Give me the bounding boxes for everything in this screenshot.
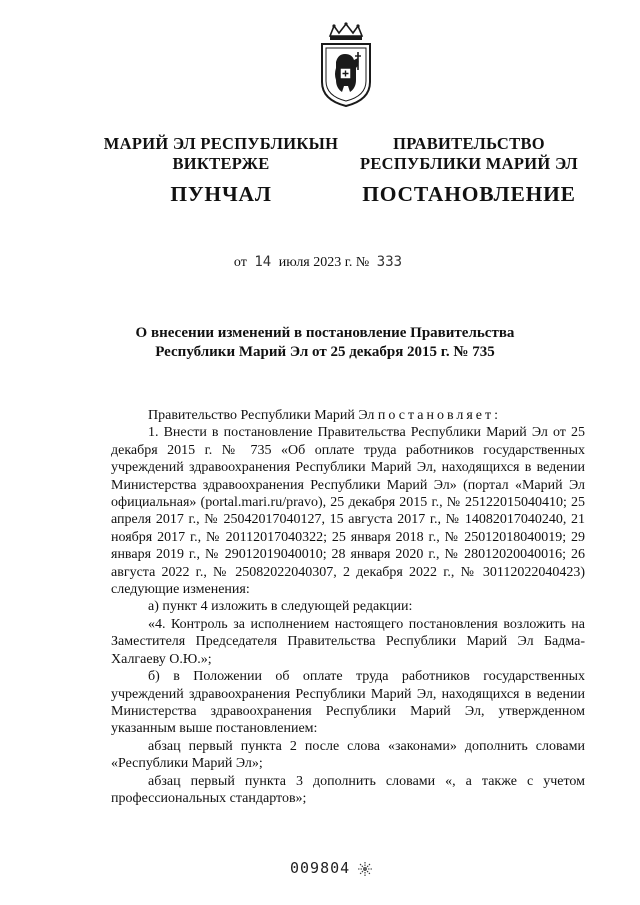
header-right-doc-type: ПОСТАНОВЛЕНИЕ xyxy=(362,182,576,206)
coat-of-arms-emblem-icon xyxy=(318,22,374,108)
asterisk-stamp-icon xyxy=(357,861,373,877)
header-left-block xyxy=(96,134,346,204)
preamble-keyword: постановляет: xyxy=(377,408,502,423)
document-number: 333 xyxy=(376,254,403,270)
paragraph-3: «4. Контроль за исполнением настоящего постановления возложить на Заместителя Председателя Правительства Республики Марий Эл Бадма-Халгаеву О.Ю.»; xyxy=(111,616,585,667)
title-line1: О внесении изменений в постановление Правительства xyxy=(135,325,515,341)
header-right-block xyxy=(356,134,582,204)
date-prefix: от xyxy=(233,255,247,270)
title-line2: Республики Марий Эл от 25 декабря 2015 г. № 735 xyxy=(155,344,495,360)
paragraph-2: а) пункт 4 изложить в следующей редакции: xyxy=(148,599,413,615)
preamble-text: Правительство Республики Марий Эл xyxy=(148,408,375,423)
header-right-line2: РЕСПУБЛИКИ МАРИЙ ЭЛ xyxy=(359,154,578,173)
document-body xyxy=(111,407,585,807)
preamble-paragraph xyxy=(111,407,585,424)
header-left-line2: ВИКТЕРЖЕ xyxy=(172,154,270,173)
paragraph-6: абзац первый пункта 3 дополнить словами «, а также с учетом профессиональных стандартов»; xyxy=(111,773,585,806)
paragraph-5: абзац первый пункта 2 после слова «законами» дополнить словами «Республики Марий Эл»; xyxy=(111,738,585,772)
paragraph-1: 1. Внести в постановление Правительства Республики Марий Эл от 25 декабря 2015 г. № 735 «Об оплате труда работников государственных учреждений здравоохранения Республики Марий Эл, находящихся в ведении Министерства здравоохранения Республики Марий Эл» (портал «Марий Эл официальная» (portal.mari.ru/pravo), 25 декабря 2015 г., № 25122015040410; 25 апреля 2017 г., № 25042017040127, 15 августа 2017 г., № 14082017040240, 21 ноября 2017 г., № 20112017040322; 25 января 2018 г., № 25012018040019; 29 января 2019 г., № 29012019040010; 28 января 2020 г., № 28012020040016; 26 августа 2022 г., № 25082022040307, 2 декабря 2022 г., № 30112022040423) следующие изменения: xyxy=(111,425,585,598)
date-day: 14 xyxy=(254,254,272,270)
date-line xyxy=(0,254,640,271)
paragraph-4: б) в Положении об оплате труда работников государственных учреждений здравоохранения Республики Марий Эл, находящихся в ведении Министерства здравоохранения Республики Марий Эл, утвержденном указанным выше постановлением: xyxy=(111,669,585,737)
date-month-year: июля 2023 г. № xyxy=(278,255,370,270)
header-left-line1: МАРИЙ ЭЛ РЕСПУБЛИКЫН xyxy=(103,134,339,153)
header-left-doc-type: ПУНЧАЛ xyxy=(170,182,272,206)
serial-number: 009804 xyxy=(290,859,351,877)
document-title xyxy=(110,324,540,362)
header-right-line1: ПРАВИТЕЛЬСТВО xyxy=(393,134,545,153)
